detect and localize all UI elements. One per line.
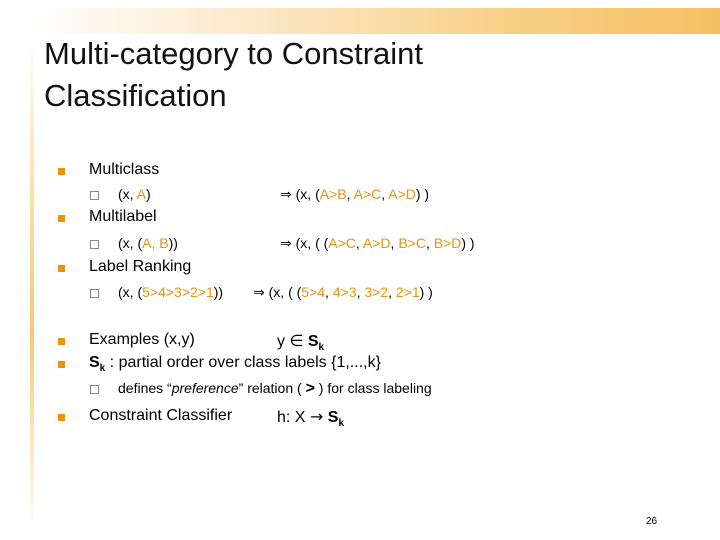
multilabel-example: (x, (A, B)) [118,235,178,251]
title-line-1: Multi-category to Constraint [44,36,424,71]
multilabel-label: Multilabel [89,208,157,225]
multiclass-label: Multiclass [89,161,160,178]
implies-icon: ⇒ [280,187,292,203]
sub-bullet-icon [90,191,99,200]
implies-icon: ⇒ [280,236,292,252]
sub-bullet-icon [90,240,99,249]
defines-text: defines “preference” relation ( > ) for class labeling [118,380,432,397]
examples-text: Examples (x,y) [89,331,195,348]
side-gradient-bar [30,40,34,530]
label-ranking-result: ⇒ (x, ( (5>4, 4>3, 3>2, 2>1) ) [253,284,433,301]
multilabel-result: ⇒ (x, ( (A>C, A>D, B>C, B>D) ) [280,235,475,252]
multiclass-example: (x, A) [118,186,151,202]
right-arrow-icon: → [309,407,324,426]
title-line-2: Classification [44,78,227,113]
bullet-icon [58,215,65,222]
implies-icon: ⇒ [253,285,265,301]
slide-title [44,33,604,117]
constraint-classifier-label: Constraint Classifier [89,407,233,424]
label-ranking-label: Label Ranking [89,258,192,275]
page-number: 26 [646,516,658,527]
bullet-icon [58,168,65,175]
examples-membership: y ∈ $S_k$ [277,331,325,354]
sub-bullet-icon [90,385,99,394]
header-gradient-bar [30,8,720,34]
label-ranking-example: (x, (5>4>3>2>1)) [118,284,224,300]
sk-definition: $S_k$ : partial order over class labels {1,...,k} [89,354,381,375]
bullet-icon [58,265,65,272]
element-of-icon: ∈ [289,331,304,350]
bullet-icon [58,361,65,368]
multiclass-result: ⇒ (x, (A>B, A>C, A>D) ) [280,186,430,203]
bullet-icon [58,338,65,345]
sub-bullet-icon [90,289,99,298]
bullet-icon [58,414,65,421]
constraint-classifier-mapping: h: $X \to S_k$ [277,407,344,430]
